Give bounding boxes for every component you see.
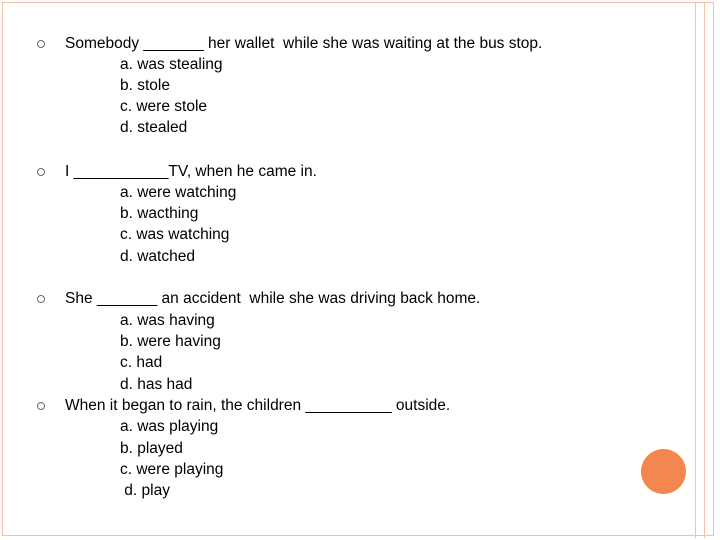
- bullet-icon: [37, 402, 45, 410]
- answer-option: b. wacthing: [120, 205, 199, 222]
- answer-option: b. stole: [120, 77, 170, 94]
- answer-option: d. play: [120, 482, 170, 499]
- answer-option: a. was stealing: [120, 56, 223, 73]
- answer-option: a. were watching: [120, 184, 237, 201]
- answer-option: d. watched: [120, 248, 195, 265]
- bullet-icon: [37, 168, 45, 176]
- right-border-line: [704, 2, 705, 538]
- answer-option: c. were playing: [120, 461, 224, 478]
- answer-option: d. has had: [120, 376, 193, 393]
- question-stem: Somebody _______ her wallet while she was waiting at the bus stop.: [65, 35, 543, 52]
- answer-option: a. was having: [120, 312, 215, 329]
- question-stem: When it began to rain, the children __________ outside.: [65, 397, 451, 414]
- answer-option: b. were having: [120, 333, 221, 350]
- bullet-icon: [37, 40, 45, 48]
- answer-option: d. stealed: [120, 119, 188, 136]
- question-stem: She _______ an accident while she was driving back home.: [65, 290, 481, 307]
- answer-option: b. played: [120, 440, 183, 457]
- answer-option: c. had: [120, 354, 163, 371]
- question-stem: I ___________TV, when he came in.: [65, 163, 317, 180]
- right-border-line: [695, 2, 696, 538]
- answer-option: c. were stole: [120, 98, 208, 115]
- answer-option: c. was watching: [120, 226, 230, 243]
- answer-option: a. was playing: [120, 418, 219, 435]
- bullet-icon: [37, 295, 45, 303]
